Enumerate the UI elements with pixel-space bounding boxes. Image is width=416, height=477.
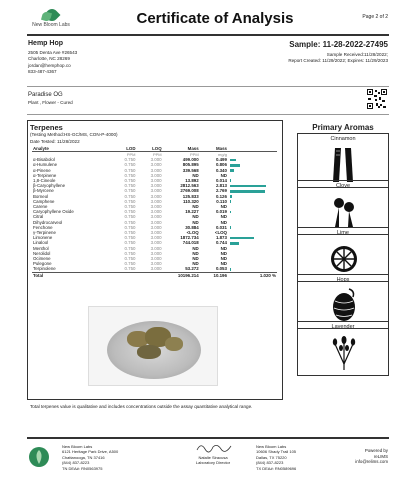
analyte-name: Dihydrocarveol: [33, 219, 63, 225]
analyte-name: Nerolidol: [33, 250, 51, 256]
powered-by-label: Powered by: [364, 448, 388, 453]
analyte-name: Menthol: [33, 245, 49, 251]
total-cell: 10.196: [200, 272, 228, 278]
client-address-line: Charlotte, NC 28269: [28, 56, 70, 62]
concentration-bar: [230, 195, 232, 198]
table-cell: 3.000: [150, 172, 162, 178]
concentration-bar: [230, 268, 231, 271]
aroma-label: Hops: [336, 277, 350, 283]
client-phone: 833-487-4367: [28, 68, 57, 74]
total-cell: Total: [32, 272, 110, 278]
table-cell: 0.750: [124, 157, 136, 163]
table-cell: 0.750: [124, 261, 136, 267]
table-cell: <LOQ: [214, 230, 227, 236]
table-cell: 3.000: [150, 245, 162, 251]
table-cell: 805.895: [182, 162, 199, 168]
aroma-label: Lavender: [331, 324, 355, 330]
unit-cell: mg/g: [218, 152, 227, 157]
table-cell: ND: [192, 250, 199, 256]
analyte-name: Fenchone: [33, 224, 53, 230]
analyte-name: Terpinolene: [33, 266, 56, 272]
total-cell: [110, 272, 136, 278]
signer-name: Natalie Siracusa: [198, 455, 228, 460]
table-cell: 0.750: [124, 183, 136, 189]
table-cell: 3.000: [150, 240, 162, 246]
table-cell: 0.750: [124, 240, 136, 246]
table-cell: ND: [192, 219, 199, 225]
table-cell: ND: [220, 245, 227, 251]
table-cell: 0.340: [215, 167, 227, 173]
table-cell: 19.227: [185, 209, 199, 215]
concentration-bar: [230, 169, 234, 172]
table-cell: 0.750: [124, 167, 136, 173]
concentration-bar: [230, 159, 236, 162]
table-cell: ND: [220, 256, 227, 262]
table-cell: 13.892: [185, 178, 199, 184]
header-divider: [27, 34, 389, 36]
table-cell: 0.031: [215, 224, 227, 230]
footer-divider: [27, 437, 389, 439]
footer-line: TX DEA#: RN0589696: [256, 465, 297, 471]
total-cell: 1.020 %: [228, 272, 277, 278]
table-cell: 744.018: [182, 240, 199, 246]
cinnamon-icon: [329, 146, 359, 184]
table-cell: 0.750: [124, 193, 136, 199]
analyte-name: Carene: [33, 204, 48, 210]
hops-icon: [329, 287, 359, 325]
table-cell: 3.000: [150, 230, 162, 236]
table-cell: 0.750: [124, 214, 136, 220]
table-cell: 3.000: [150, 224, 162, 230]
table-cell: 339.568: [182, 167, 199, 173]
table-cell: 0.750: [124, 204, 136, 210]
table-cell: 0.750: [124, 209, 136, 215]
unit-cell: PPM: [126, 152, 136, 157]
analyte-name: Pulegone: [33, 261, 52, 267]
table-cell: ND: [220, 172, 227, 178]
unit-cell: PPM: [152, 152, 162, 157]
analyte-name: β-Caryophyllene: [33, 183, 66, 189]
disclaimer-text: Total terpenes value is qualitative and includes concentrations outside the assay quantitative analytical range.: [30, 404, 253, 409]
lab-logo: [28, 9, 74, 29]
report-created: Report Created: 11/29/2022; Expires: 11/29/2023: [288, 58, 388, 64]
analyte-name: α-Bisabolol: [33, 157, 55, 163]
aroma-label: Clove: [335, 183, 351, 189]
footer-line: 6121 Heritage Park Drive, A500: [62, 449, 119, 455]
analyte-name: Caryophyllene Oxide: [33, 209, 74, 215]
lab-logo-icon: [28, 446, 50, 468]
table-cell: 3.000: [150, 162, 162, 168]
table-cell: 3.000: [150, 167, 162, 173]
powered-by: [355, 448, 388, 465]
bar-cell: [228, 266, 277, 272]
client-address: [28, 50, 77, 75]
table-cell: ND: [192, 245, 199, 251]
table-cell: 0.750: [124, 266, 136, 272]
table-cell: 0.750: [124, 188, 136, 194]
divider: [27, 86, 389, 87]
client-email: jordan@hemphop.co: [28, 62, 71, 68]
table-cell: ND: [220, 219, 227, 225]
testing-method: (Testing Method:HS-GC/MS, CON-P-4000): [30, 132, 118, 137]
table-cell: 3.000: [150, 235, 162, 241]
lab-address-left: [62, 444, 118, 471]
analyte-name: α-Pinene: [33, 167, 51, 173]
analyte-name: Borneol: [33, 193, 49, 199]
table-cell: 3.000: [150, 204, 162, 210]
table-cell: 0.750: [124, 162, 136, 168]
divider: [27, 114, 389, 115]
table-cell: 0.750: [124, 250, 136, 256]
total-row: [32, 272, 277, 278]
footer-line: New Bloom Labs: [256, 444, 287, 449]
lime-icon: [329, 240, 359, 278]
analyte-name: α-Humulene: [33, 162, 58, 168]
footer-line: New Bloom Labs: [62, 444, 93, 449]
total-cell: 10196.214: [163, 272, 200, 278]
column-header: Mass: [163, 146, 200, 152]
lavender-icon: [329, 334, 359, 372]
unit-cell: PPM: [189, 152, 199, 157]
aromas-title: Primary Aromas: [312, 123, 374, 132]
table-cell: 0.750: [124, 245, 136, 251]
table-cell: 53.272: [185, 266, 199, 272]
footer-line: Dallas, TX 75220: [256, 454, 287, 460]
lab-logo-name: New Bloom Labs: [32, 22, 70, 28]
column-header: LOD: [110, 146, 136, 152]
aroma-card: [297, 321, 389, 376]
footer-line: Chattanooga, TN 37416: [62, 454, 105, 460]
concentration-bar: [230, 237, 254, 240]
table-cell: 3.000: [150, 188, 162, 194]
aroma-label: Cinnamon: [330, 136, 356, 142]
analyte-name: Ocimene: [33, 256, 51, 262]
client-name: Hemp Hop: [28, 40, 63, 47]
table-cell: 125.833: [182, 193, 199, 199]
total-cell: [137, 272, 163, 278]
analyte-name: Camphene: [33, 198, 55, 204]
table-cell: 0.053: [215, 266, 227, 272]
column-header: Analyte: [32, 146, 110, 152]
terpenes-table: [32, 146, 277, 278]
concentration-bar: [230, 190, 265, 193]
table-cell: 3.000: [150, 266, 162, 272]
analyte-name: Citral: [33, 214, 44, 220]
table-cell: 0.750: [124, 198, 136, 204]
footer-line: (844) 837-8223: [62, 460, 90, 466]
aroma-label: Lime: [337, 230, 349, 236]
table-cell: 2.813: [215, 183, 227, 189]
table-cell: 3.000: [150, 261, 162, 267]
table-cell: 0.750: [124, 178, 136, 184]
table-cell: 0.750: [124, 172, 136, 178]
table-cell: 0.750: [124, 224, 136, 230]
analyte-name: Linalool: [33, 240, 49, 246]
table-cell: 2812.563: [180, 183, 199, 189]
table-cell: 3.000: [150, 183, 162, 189]
clove-icon: [329, 193, 359, 231]
table-cell: ND: [192, 204, 199, 210]
sample-received: Sample Received:11/28/2022;: [326, 52, 388, 57]
lab-address-right: [256, 444, 296, 471]
flower-bud: [137, 345, 161, 359]
table-cell: ND: [192, 256, 199, 262]
table-cell: 3.000: [150, 178, 162, 184]
table-cell: 499.000: [182, 157, 199, 163]
product-name: Paradise OG: [28, 92, 63, 98]
terpenes-title: Terpenes: [30, 123, 63, 132]
table-cell: ND: [192, 172, 199, 178]
table-cell: 3.000: [150, 198, 162, 204]
signer-block: [183, 455, 243, 466]
table-cell: 2.769: [215, 188, 227, 194]
table-cell: 0.110: [216, 198, 227, 204]
table-cell: <LOQ: [186, 230, 199, 236]
table-cell: 0.750: [124, 230, 136, 236]
powered-by-email: info@relims.com: [355, 459, 388, 465]
concentration-bar: [230, 164, 240, 167]
table-cell: ND: [220, 214, 227, 220]
table-cell: 3.000: [150, 256, 162, 262]
concentration-bar: [230, 242, 239, 245]
table-cell: 1872.734: [180, 235, 199, 241]
column-header: Mass: [200, 146, 228, 152]
table-cell: ND: [192, 261, 199, 267]
table-cell: 0.014: [215, 178, 227, 184]
table-cell: 1.873: [215, 235, 227, 241]
sample-photo: [88, 306, 218, 386]
date-tested: Date Tested: 11/28/2022: [30, 139, 80, 144]
page-number: Page 2 of 2: [362, 14, 388, 20]
table-cell: 30.884: [185, 224, 199, 230]
table-cell: 0.744: [215, 240, 227, 246]
table-cell: ND: [220, 250, 227, 256]
page-title: Certificate of Analysis: [136, 10, 294, 27]
table-cell: 3.000: [150, 250, 162, 256]
signer-role: Laboratory Director: [195, 460, 231, 466]
table-cell: 0.126: [215, 193, 227, 199]
table-cell: 0.806: [215, 162, 227, 168]
concentration-bar: [230, 200, 231, 203]
table-cell: 3.000: [150, 209, 162, 215]
table-cell: 0.750: [124, 256, 136, 262]
analyte-name: Limonene: [33, 235, 53, 241]
table-cell: ND: [220, 204, 227, 210]
sample-id: Sample: 11-28-2022-27495: [289, 40, 388, 49]
table-cell: 110.320: [183, 198, 199, 204]
powered-by-brand: reLIMS: [373, 453, 388, 459]
footer-line: TN DEA#: RN0563975: [62, 465, 103, 471]
footer-line: (844) 837-8223: [256, 460, 284, 466]
table-cell: 0.499: [215, 157, 227, 163]
table-cell: 0.019: [215, 209, 227, 215]
footer-line: 10606 Shady Trail 105: [256, 449, 297, 455]
table-cell: 2769.008: [180, 188, 199, 194]
flower-bud: [165, 337, 183, 351]
table-cell: 3.000: [150, 157, 162, 163]
analyte-name: γ-Terpinene: [33, 230, 56, 236]
concentration-bar: [230, 185, 266, 188]
qr-code-icon: [367, 89, 387, 109]
table-cell: ND: [220, 261, 227, 267]
table-cell: 3.000: [150, 219, 162, 225]
table-cell: 0.750: [124, 235, 136, 241]
table-cell: ND: [192, 214, 199, 220]
table-cell: 3.000: [150, 193, 162, 199]
analyte-name: β-Myrcene: [33, 188, 54, 194]
sample-dates: [288, 52, 388, 65]
client-address-line: 2505 Denta Ave #26543: [28, 50, 78, 55]
product-type: Plant , Flower - Cured: [28, 100, 73, 105]
analyte-name: 1,8-Cineole: [33, 178, 56, 184]
column-header: LOQ: [137, 146, 163, 152]
table-cell: 3.000: [150, 214, 162, 220]
table-cell: 0.750: [124, 219, 136, 225]
analyte-name: α-Terpinene: [33, 172, 57, 178]
signature: [195, 441, 235, 453]
